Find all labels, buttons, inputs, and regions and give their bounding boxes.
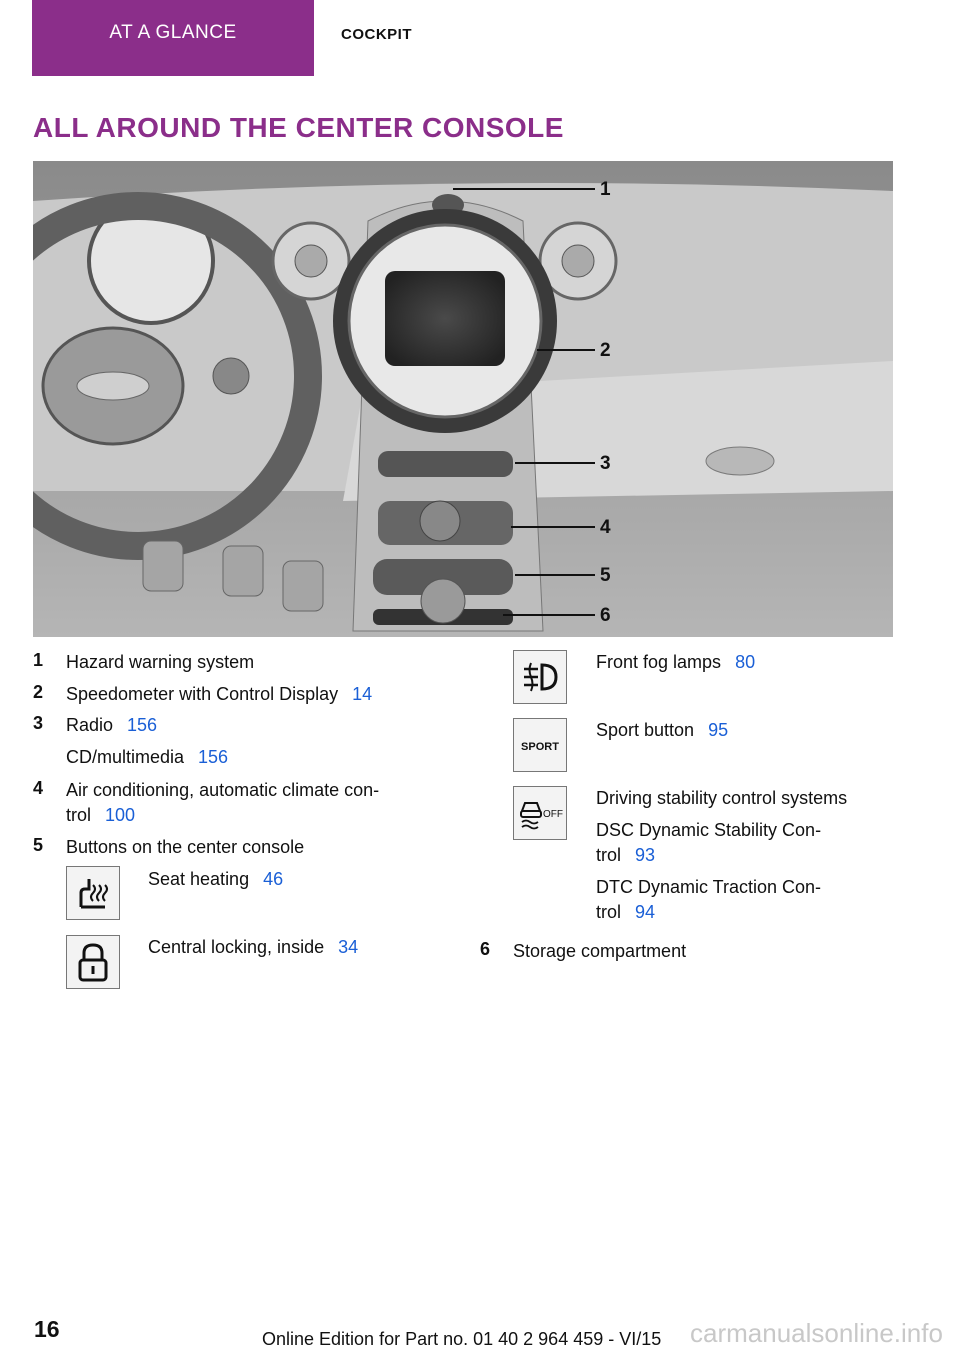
page-title: ALL AROUND THE CENTER CONSOLE (33, 112, 564, 143)
item-number: 6 (480, 939, 491, 959)
list-item: Seat heating 46 (148, 869, 284, 889)
callout-2: 2 (600, 340, 611, 361)
page-ref-link[interactable]: 46 (263, 869, 284, 889)
callout-4: 4 (600, 517, 611, 538)
callout-5: 5 (600, 565, 611, 586)
list-item: Radio 156 (66, 715, 158, 735)
page-ref-link[interactable]: 34 (338, 937, 359, 957)
list-item: Sport button 95 (596, 720, 729, 740)
tab-at-a-glance-label: AT A GLANCE (109, 22, 237, 43)
list-item: Buttons on the center console (66, 837, 305, 857)
callout-6: 6 (600, 605, 611, 626)
page-ref-link[interactable]: 80 (735, 652, 756, 672)
list-item: DSC Dynamic Stability Con‐ trol 93 (596, 820, 822, 865)
list-item: Storage compartment (513, 941, 687, 961)
watermark: carmanualsonline.info (690, 1318, 943, 1348)
item-number: 3 (33, 713, 44, 733)
tab-at-a-glance[interactable] (32, 0, 314, 76)
page-number: 16 (34, 1316, 60, 1342)
page-ref-link[interactable]: 156 (127, 715, 158, 735)
svg-text:SPORT: SPORT (521, 741, 559, 753)
list-item: DTC Dynamic Traction Con‐ trol 94 (596, 877, 822, 922)
item-number: 1 (33, 650, 44, 670)
page-ref-link[interactable]: 95 (708, 720, 729, 740)
list-item: Driving stability control systems (596, 788, 848, 808)
list-item: Air conditioning, automatic climate con‐ trol 100 (66, 780, 380, 825)
list-item: Central locking, inside 34 (148, 937, 359, 957)
callout-1: 1 (600, 179, 611, 200)
list-item: Hazard warning system (66, 652, 255, 672)
list-item: CD/multimedia 156 (66, 747, 229, 767)
fog-lamp-icon (513, 650, 567, 704)
page-ref-link[interactable]: 93 (635, 845, 656, 865)
lock-icon (66, 935, 120, 989)
sport-icon (513, 718, 567, 772)
list-item: Front fog lamps 80 (596, 652, 756, 672)
page-ref-link[interactable]: 14 (352, 684, 373, 704)
item-number: 4 (33, 778, 44, 798)
page-ref-link[interactable]: 156 (198, 747, 229, 767)
item-number: 5 (33, 835, 44, 855)
svg-text:OFF: OFF (543, 809, 563, 820)
page-ref-link[interactable]: 100 (105, 805, 136, 825)
cockpit-photo (33, 161, 893, 637)
page-ref-link[interactable]: 94 (635, 902, 656, 922)
callout-3: 3 (600, 453, 611, 474)
list-item: Speedometer with Control Display 14 (66, 684, 373, 704)
item-number: 2 (33, 682, 44, 702)
edition-footer: Online Edition for Part no. 01 40 2 964 459 - VI/15 (262, 1329, 662, 1349)
dsc-off-icon (513, 786, 567, 840)
seat-heating-icon (66, 866, 120, 920)
tab-cockpit[interactable]: COCKPIT (341, 26, 412, 43)
